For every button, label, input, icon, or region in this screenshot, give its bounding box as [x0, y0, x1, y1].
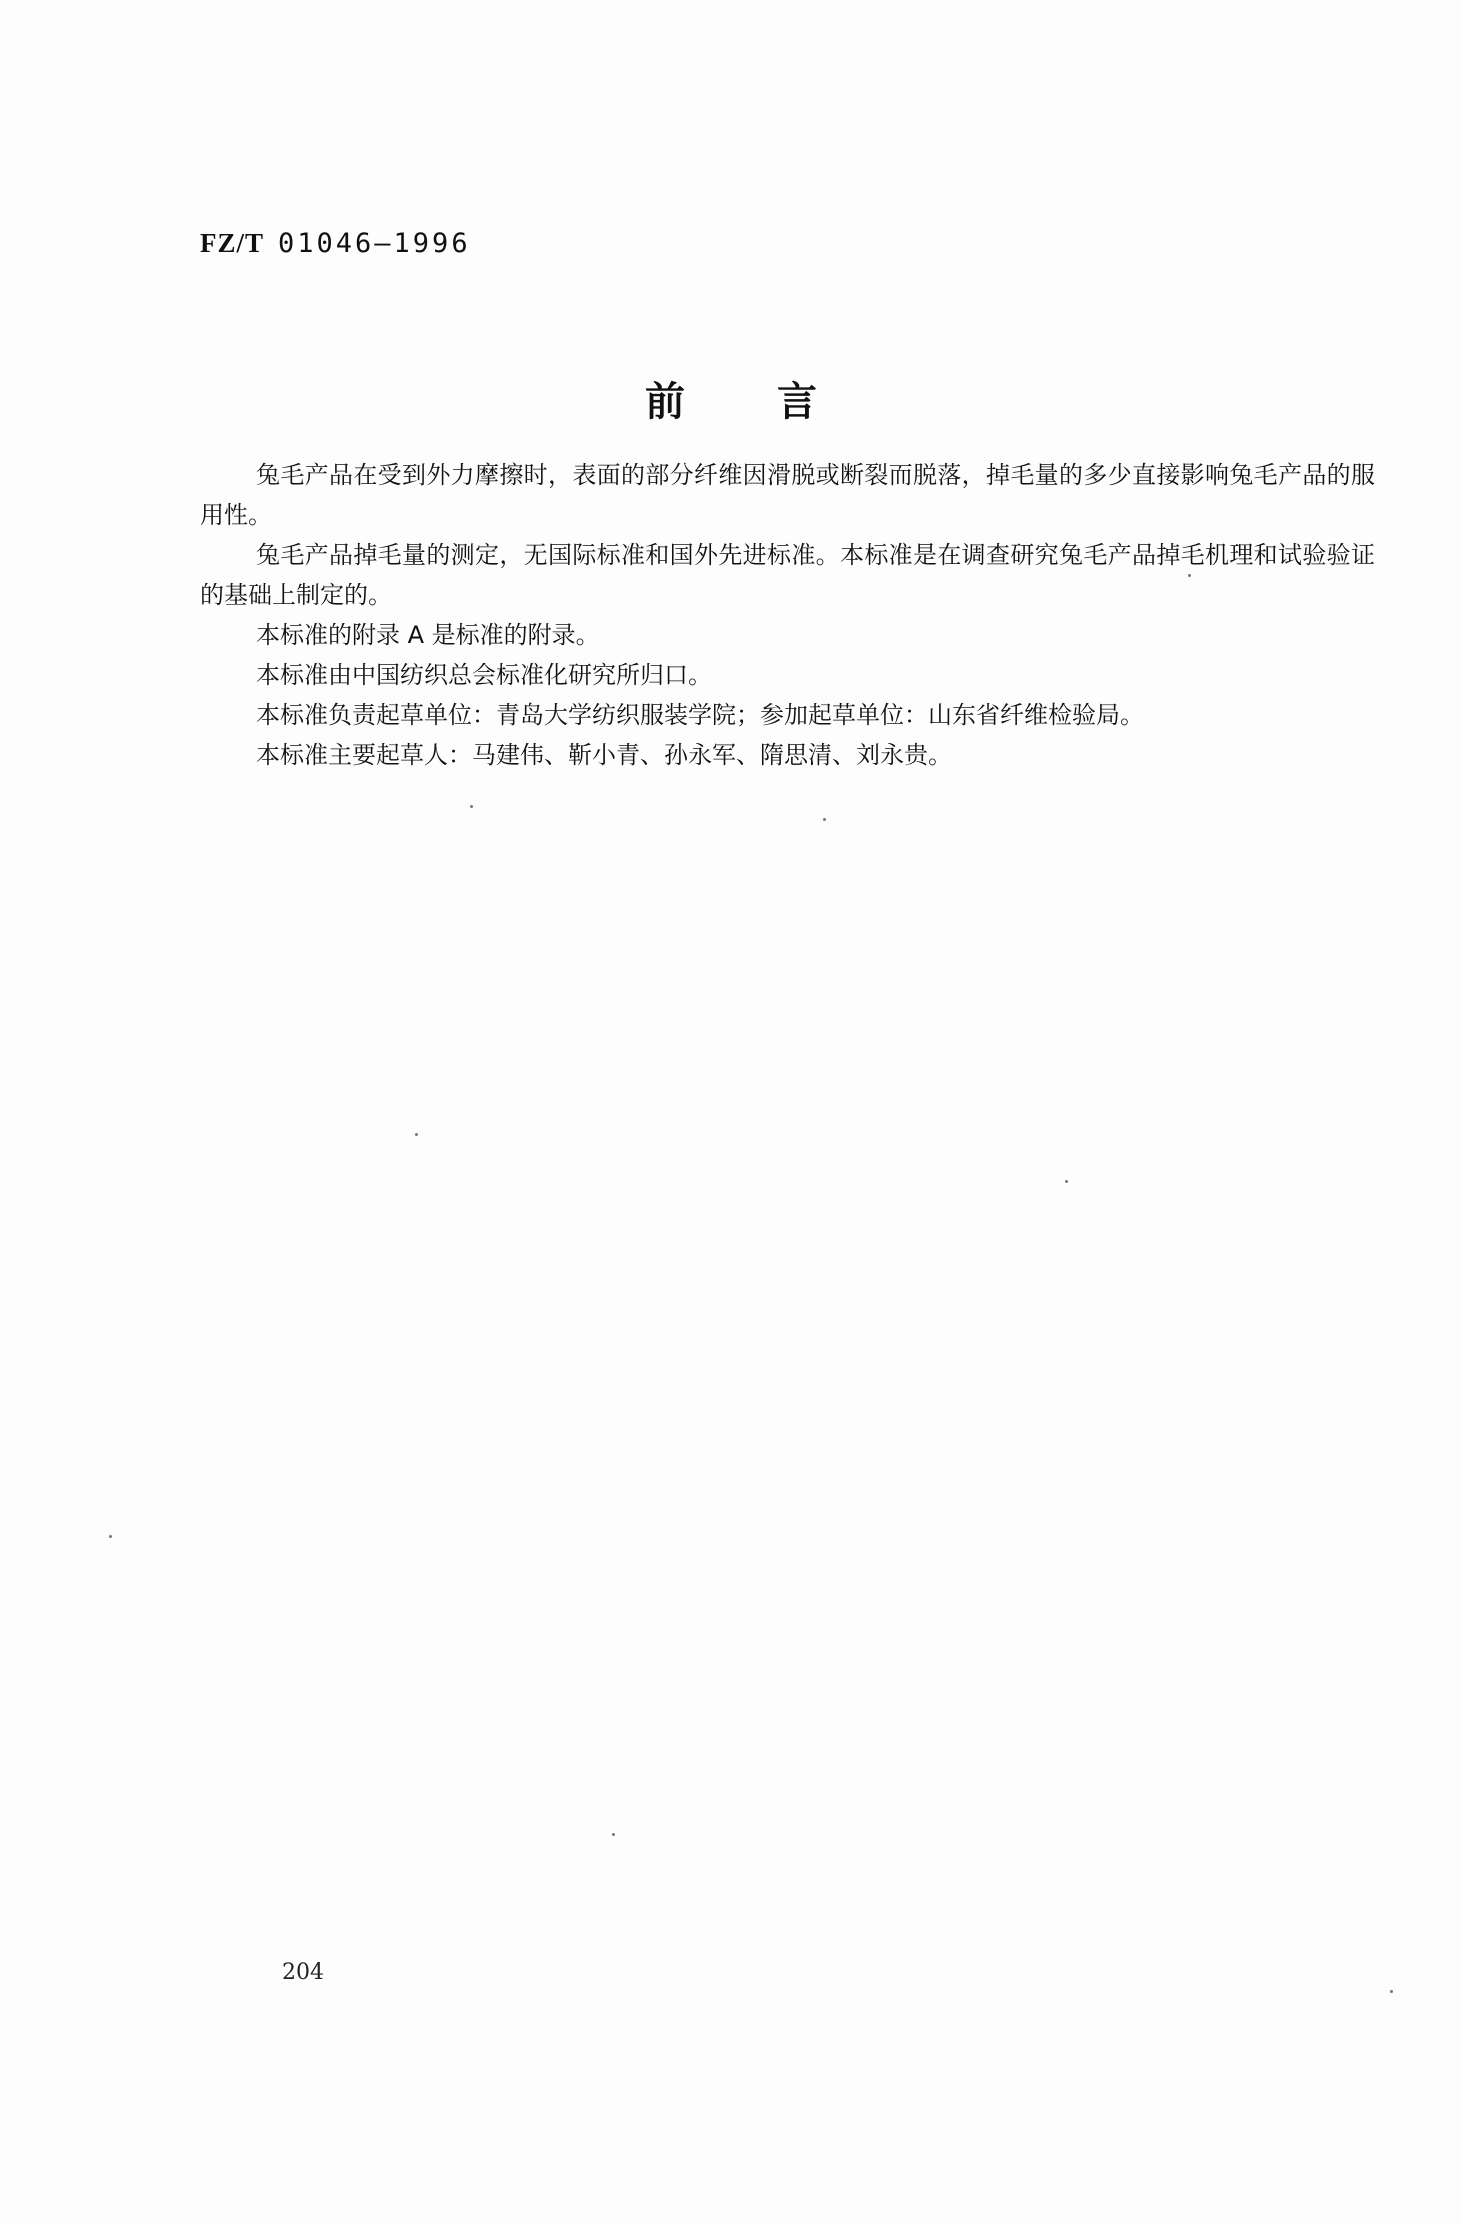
standard-code — [200, 228, 471, 259]
paragraph: 兔毛产品在受到外力摩擦时，表面的部分纤维因滑脱或断裂而脱落，掉毛量的多少直接影响兔毛产品的服用性。 — [200, 461, 1375, 529]
standard-prefix: FZ/T — [200, 228, 265, 258]
scan-speck — [415, 1133, 418, 1136]
scan-speck — [109, 1535, 112, 1538]
scan-speck — [1065, 1180, 1068, 1183]
scan-speck — [612, 1833, 615, 1836]
scan-speck — [823, 818, 826, 821]
paragraph: 本标准负责起草单位：青岛大学纺织服装学院；参加起草单位：山东省纤维检验局。 — [256, 701, 1144, 729]
standard-number: 01046—1996 — [278, 228, 471, 259]
paragraph: 本标准的附录 A 是标准的附录。 — [256, 621, 600, 649]
scan-speck — [470, 805, 473, 808]
page-number: 204 — [282, 1960, 324, 1985]
scan-speck — [1188, 574, 1191, 577]
paragraph: 本标准由中国纺织总会标准化研究所归口。 — [256, 661, 712, 689]
scan-speck — [1390, 1990, 1393, 1993]
paragraph: 兔毛产品掉毛量的测定，无国际标准和国外先进标准。本标准是在调查研究兔毛产品掉毛机理和试验验证的基础上制定的。 — [200, 541, 1375, 609]
page-title: 前言 — [645, 379, 909, 425]
paragraph: 本标准主要起草人：马建伟、靳小青、孙永军、隋思清、刘永贵。 — [256, 741, 952, 769]
preface-body — [200, 455, 1375, 775]
